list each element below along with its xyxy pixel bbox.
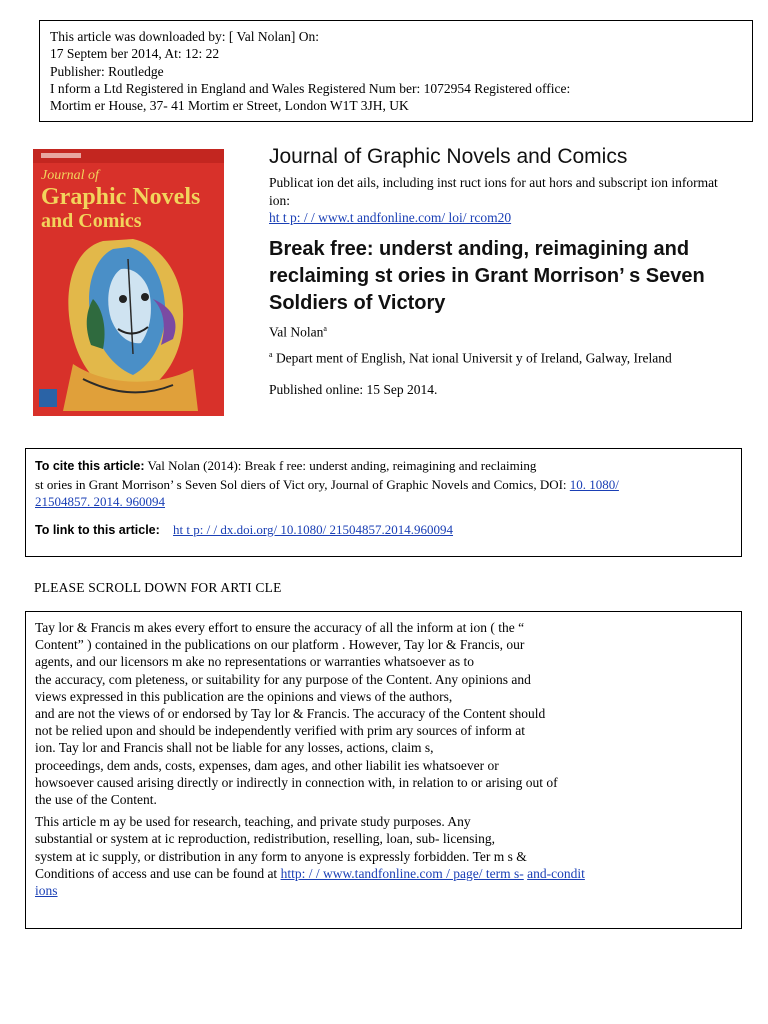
terms-line: not be relied upon and should be independently verified with prim ary sources of inform at [35,723,525,739]
terms-paragraph [35,813,732,899]
cite-row [35,493,732,511]
terms-line: views expressed in this publication are the opinions and views of the authors, [35,688,453,704]
download-line: Mortim er House, 37- 41 Mortim er Street, London W1T 3JH, UK [50,98,409,114]
published-online: Published online: 15 Sep 2014. [269,382,438,397]
journal-title: Journal of Graphic Novels and Comics [269,145,628,168]
terms-line: the accuracy, com pleteness, or suitability for any purpose of the Content. Any opinions and [35,671,531,687]
doi-link-continued[interactable]: 21504857. 2014. 960094 [35,494,165,509]
download-notice-box [39,20,753,122]
citation-box [25,448,742,557]
terms-line-text: Conditions of access and use can be found at [35,865,281,881]
terms-line: This article m ay be used for research, teaching, and private study purposes. Any [35,814,471,830]
terms-line [35,882,732,899]
cover-title-line: and Comics [41,210,142,232]
cite-row [35,457,732,476]
author-name: Val Nolan [269,324,324,340]
terms-line: ion. Tay lor and Francis shall not be liable for any losses, actions, claim s, [35,740,434,756]
publication-details-text: Publicat ion det ails, including inst ruct ions for aut hors and subscript ion informat ion: [269,175,718,208]
publication-details [269,174,729,227]
cover-artwork [33,149,224,416]
terms-line: substantial or system at ic reproduction, redistribution, reselling, loan, sub- licensing, [35,831,496,847]
terms-line: the use of the Content. [35,792,157,808]
cite-label: To cite this article: [35,459,145,473]
cover-title-line: Graphic Novels [41,184,201,210]
terms-line: Content” ) contained in the publications on our platform . However, Tay lor & Francis, our [35,637,525,653]
link-label: To link to this article: [35,522,164,537]
doi-link[interactable]: 10. 1080/ [569,476,619,492]
terms-line [35,865,732,882]
cite-text: st ories in Grant Morrison’ s Seven Sol diers of Vict ory, Journal of Graphic Novels and Comics, DOI: [35,476,570,492]
scroll-notice: PLEASE SCROLL DOWN FOR ARTI CLE [34,580,282,595]
article-doi-url-link[interactable]: ht t p: / / dx.doi.org/ 10.1080/ 21504857.2014.960094 [173,521,454,537]
affiliation-text: Depart ment of English, Nat ional Universit y of Ireland, Galway, Ireland [272,350,672,366]
affiliation-mark: a [269,350,273,359]
download-line: I nform a Ltd Registered in England and Wales Registered Num ber: 1072954 Registered office: [50,80,571,96]
article-title: Break free: underst anding, reimagining and reclaiming st ories in Grant Morrison’ s Seven Soldiers of Victory [269,238,705,314]
journal-cover-image [33,149,224,416]
terms-line: system at ic supply, or distribution in any form to anyone is expressly forbidden. Ter m s & [35,848,527,864]
terms-line: agents, and our licensors m ake no representations or warranties whatsoever as to [35,654,474,670]
terms-conditions-link-end[interactable]: ions [35,883,58,899]
terms-line: Tay lor & Francis m akes every effort to ensure the accuracy of all the inform at ion ( the “ [35,620,525,635]
cite-text: Val Nolan (2014): Break f ree: underst anding, reimagining and reclaiming [144,458,537,473]
terms-conditions-link[interactable]: http: / / www.tandfonline.com / page/ term s- [280,865,524,881]
cite-row [35,476,732,494]
link-row [35,521,732,540]
download-line: Publisher: Routledge [50,63,164,79]
terms-line: proceedings, dem ands, costs, expenses, dam ages, and other liabilit ies whatsoever or [35,757,499,773]
author-affiliation-mark: a [323,324,327,333]
download-line: 17 Septem ber 2014, At: 12: 22 [50,46,220,62]
journal-url-link[interactable]: ht t p: / / www.t andfonline.com/ loi/ rcom20 [269,210,512,225]
affiliation [269,346,689,367]
terms-line: and are not the views of or endorsed by Tay lor & Francis. The accuracy of the Content should [35,706,546,722]
terms-conditions-link-continued[interactable]: and-condit [527,865,585,881]
terms-box [25,611,742,929]
download-line: This article was downloaded by: [ Val Nolan] On: [50,29,319,44]
author-line [269,324,327,341]
terms-line: howsoever caused arising directly or indirectly in connection with, in relation to or arising out of [35,774,558,790]
cover-title-line: Journal of [41,168,99,183]
terms-paragraph [35,619,732,808]
